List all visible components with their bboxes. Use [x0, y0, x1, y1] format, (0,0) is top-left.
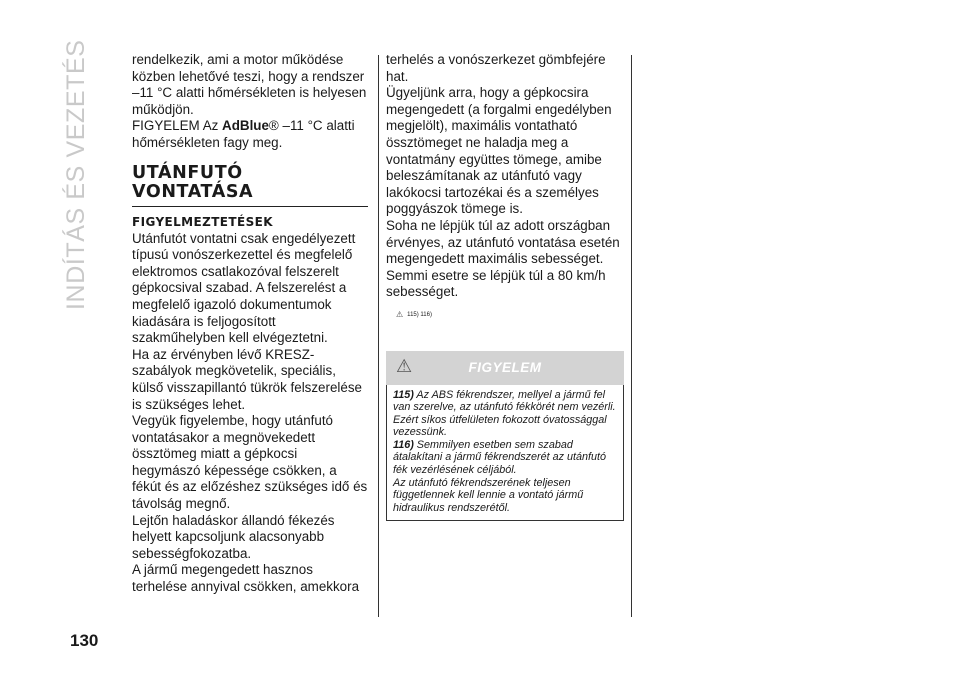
warning-triangle-icon: ⚠ — [396, 309, 404, 319]
warning-header — [386, 351, 624, 385]
right-column — [386, 52, 624, 521]
left-column — [132, 52, 368, 596]
paragraph: Soha ne lépjük túl az adott országban érvényes, az utánfutó vontatása esetén megengedett maximális sebességet. Semmi esetre se lépjük túl a 80 km/h sebességet. — [386, 217, 620, 300]
section-heading — [132, 164, 368, 202]
paragraph: Ügyeljünk arra, hogy a gépkocsira megengedett (a forgalmi engedélyben megjelölt), maximális vontatható össztömeget ne haladja meg a vontatmány együttes tömege, amibe beleszámítanak az utánfutó vagy lakókocsi tartozékai és a személyes poggyászok tömege is. — [386, 85, 612, 217]
page-number: 130 — [70, 631, 99, 650]
heading-line: UTÁNFUTÓ — [132, 162, 243, 183]
chapter-side-title — [62, 39, 102, 310]
column-divider — [378, 55, 379, 617]
warning-number: 116) — [393, 438, 414, 451]
paragraph: Utánfutót vontatni csak engedélyezett típusú vonószerkezettel és megfelelő elektromos csatlakozóval felszerelt gépkocsival szabad. A felszerelést a megfelelő igazoló dokumentumok kiadására is feljogosított szakműhelyben kell elvégeztetni. — [132, 230, 356, 346]
text: ® –11 °C alatti hőmérsékleten fagy meg. — [132, 118, 355, 150]
paragraph — [132, 118, 368, 151]
paragraph: Vegyük figyelembe, hogy utánfutó vontatásakor a megnövekedett össztömeg miatt a gépkocsi hegymászó képessége csökken, a fékút és az előzéshez szükséges idő és távolság megnő. — [132, 413, 368, 512]
warning-box — [386, 385, 624, 522]
warning-text: Az utánfutó fékrendszerének teljesen függetlennek kell lennie a vontató jármű hidraulikus rendszerétől. — [393, 476, 584, 514]
paragraph: Ha az érvényben lévő KRESZ-szabályok megkövetelik, speciális, külső visszapillantó tükrök felszerelése is szükséges lehet. — [132, 346, 362, 412]
warning-text: Az ABS fékrendszer, mellyel a jármű fel van szerelve, az utánfutó fékkörét nem vezérli. Ezért síkos útfelületen fokozott óvatossággal vezessünk. — [393, 388, 616, 439]
warning-item — [393, 389, 617, 439]
brand-name: AdBlue — [222, 118, 269, 134]
paragraph: terhelés a vonószerkezet gömbfejére hat. — [386, 52, 606, 84]
chapter-title-text: INDÍTÁS ÉS VEZETÉS — [62, 39, 90, 310]
text: FIGYELEM Az — [132, 118, 223, 134]
warning-number: 115) — [393, 388, 414, 401]
subsection-heading: FIGYELMEZTETÉSEK — [132, 214, 273, 229]
heading-rule — [132, 206, 368, 207]
warning-title: FIGYELEM — [468, 359, 542, 375]
warning-references — [396, 307, 624, 324]
warning-triangle-icon: ⚠ — [396, 355, 413, 376]
paragraph: A jármű megengedett hasznos terhelése annyival csökken, amekkora — [132, 562, 360, 595]
warning-item — [393, 439, 617, 477]
warning-text: Semmilyen esetben sem szabad átalakítani a jármű fékrendszerét az utánfutó fék vezérlésének céljából. — [393, 438, 607, 477]
reference-numbers: 115) 116) — [407, 311, 432, 318]
paragraph: rendelkezik, ami a motor működése közben lehetővé teszi, hogy a rendszer –11 °C alatti hőmérsékleten is helyesen működjön. — [132, 52, 367, 117]
column-divider — [631, 55, 632, 617]
heading-line: VONTATÁSA — [132, 181, 254, 202]
paragraph: Lejtőn haladáskor állandó fékezés helyett kapcsoljunk alacsonyabb sebességfokozatba. — [132, 512, 335, 561]
